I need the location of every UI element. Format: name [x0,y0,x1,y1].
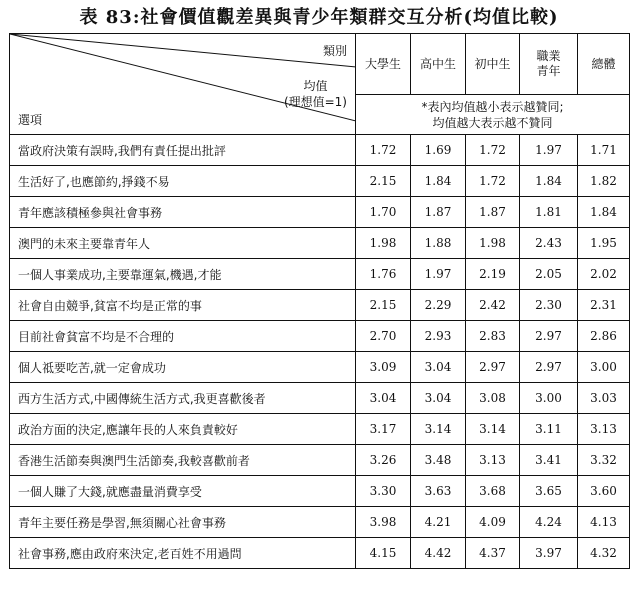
table-row [10,507,630,538]
corner-box [10,34,355,134]
value-cell: 3.09 [356,352,411,383]
row-label: 青年應該積極參與社會事務 [10,197,356,228]
note-cell [356,95,630,135]
value-cell: 4.37 [466,538,520,569]
row-label: 西方生活方式,中國傳統生活方式,我更喜歡後者 [10,383,356,414]
mean-label-block [284,78,347,110]
value-cell: 1.87 [411,197,466,228]
value-cell: 1.82 [578,166,630,197]
value-cell: 1.87 [466,197,520,228]
value-cell: 3.14 [466,414,520,445]
value-cell: 3.04 [356,383,411,414]
items-label: 選項 [18,113,43,127]
table-row [10,228,630,259]
value-cell: 1.98 [356,228,411,259]
value-cell: 1.76 [356,259,411,290]
group-label-line1: 職業 [536,49,561,64]
value-cell: 2.02 [578,259,630,290]
value-cell: 3.04 [411,383,466,414]
value-cell: 3.68 [466,476,520,507]
value-cell: 3.97 [520,538,578,569]
value-cell: 1.84 [520,166,578,197]
value-cell: 3.98 [356,507,411,538]
value-cell: 2.97 [520,321,578,352]
value-cell: 3.04 [411,352,466,383]
value-cell: 3.00 [520,383,578,414]
group-header-university [356,34,411,95]
value-cell: 2.29 [411,290,466,321]
table-row [10,383,630,414]
value-cell: 1.71 [578,135,630,166]
value-cell: 1.72 [466,166,520,197]
group-header-working-youth [520,34,578,95]
value-cell: 3.11 [520,414,578,445]
row-label: 生活好了,也應節約,掙錢不易 [10,166,356,197]
value-cell: 2.15 [356,166,411,197]
value-cell: 4.13 [578,507,630,538]
value-cell: 2.42 [466,290,520,321]
comparison-table [9,33,630,569]
row-label: 社會事務,應由政府來決定,老百姓不用過問 [10,538,356,569]
row-label: 澳門的未來主要靠青年人 [10,228,356,259]
value-cell: 4.15 [356,538,411,569]
ideal-value-label: (理想值=1) [283,95,347,109]
value-cell: 3.48 [411,445,466,476]
row-label: 一個人賺了大錢,就應盡量消費享受 [10,476,356,507]
table-row [10,445,630,476]
header-row-groups [10,34,630,95]
value-cell: 4.09 [466,507,520,538]
table-row [10,135,630,166]
group-label: 總體 [591,56,616,71]
value-cell: 2.43 [520,228,578,259]
value-cell: 3.13 [466,445,520,476]
value-cell: 1.69 [411,135,466,166]
value-cell: 2.83 [466,321,520,352]
group-label: 高中生 [419,56,456,71]
value-cell: 3.26 [356,445,411,476]
value-cell: 3.08 [466,383,520,414]
value-cell: 2.93 [411,321,466,352]
value-cell: 1.97 [520,135,578,166]
table-row [10,352,630,383]
value-cell: 3.00 [578,352,630,383]
value-cell: 2.70 [356,321,411,352]
value-cell: 1.84 [578,197,630,228]
table-row [10,414,630,445]
group-header-overall [578,34,630,95]
row-label: 目前社會貧富不均是不合理的 [10,321,356,352]
value-cell: 4.32 [578,538,630,569]
table-row [10,259,630,290]
row-label: 個人祗要吃苦,就一定會成功 [10,352,356,383]
value-cell: 3.63 [411,476,466,507]
value-cell: 3.65 [520,476,578,507]
value-cell: 2.86 [578,321,630,352]
value-cell: 1.88 [411,228,466,259]
table-title: 表 83:社會價值觀差異與青少年類群交互分析(均值比較) [79,7,559,28]
row-label: 當政府決策有誤時,我們有責任提出批評 [10,135,356,166]
table-row [10,290,630,321]
value-cell: 3.60 [578,476,630,507]
value-cell: 1.72 [466,135,520,166]
value-cell: 1.81 [520,197,578,228]
group-label-line2: 青年 [536,64,561,79]
table-row [10,197,630,228]
table-row [10,538,630,569]
value-cell: 2.31 [578,290,630,321]
value-cell: 1.84 [411,166,466,197]
value-cell: 3.17 [356,414,411,445]
mean-label: 均值 [303,79,328,93]
value-cell: 1.70 [356,197,411,228]
note-line-1: *表內均值越小表示越贊同; [421,99,564,114]
value-cell: 3.03 [578,383,630,414]
group-label: 初中生 [474,56,511,71]
group-header-junior-high [466,34,520,95]
value-cell: 2.97 [520,352,578,383]
value-cell: 3.41 [520,445,578,476]
value-cell: 1.95 [578,228,630,259]
table-row [10,166,630,197]
class-label: 類別 [322,44,347,58]
row-label: 香港生活節奏與澳門生活節奏,我較喜歡前者 [10,445,356,476]
table-row [10,321,630,352]
group-header-senior-high [411,34,466,95]
row-label: 青年主要任務是學習,無須關心社會事務 [10,507,356,538]
value-cell: 3.30 [356,476,411,507]
group-label: 大學生 [364,56,401,71]
row-label: 政治方面的決定,應讓年長的人來負責較好 [10,414,356,445]
value-cell: 2.05 [520,259,578,290]
table-row [10,476,630,507]
value-cell: 2.19 [466,259,520,290]
value-cell: 2.30 [520,290,578,321]
value-cell: 4.24 [520,507,578,538]
value-cell: 3.32 [578,445,630,476]
row-label: 一個人事業成功,主要靠運氣,機遇,才能 [10,259,356,290]
value-cell: 3.13 [578,414,630,445]
value-cell: 4.21 [411,507,466,538]
row-label: 社會自由競爭,貧富不均是正常的事 [10,290,356,321]
value-cell: 3.14 [411,414,466,445]
note-line-2: 均值越大表示越不贊同 [432,115,553,130]
value-cell: 2.97 [466,352,520,383]
value-cell: 1.97 [411,259,466,290]
value-cell: 1.72 [356,135,411,166]
header-corner-cell [10,34,356,135]
value-cell: 1.98 [466,228,520,259]
value-cell: 4.42 [411,538,466,569]
value-cell: 2.15 [356,290,411,321]
